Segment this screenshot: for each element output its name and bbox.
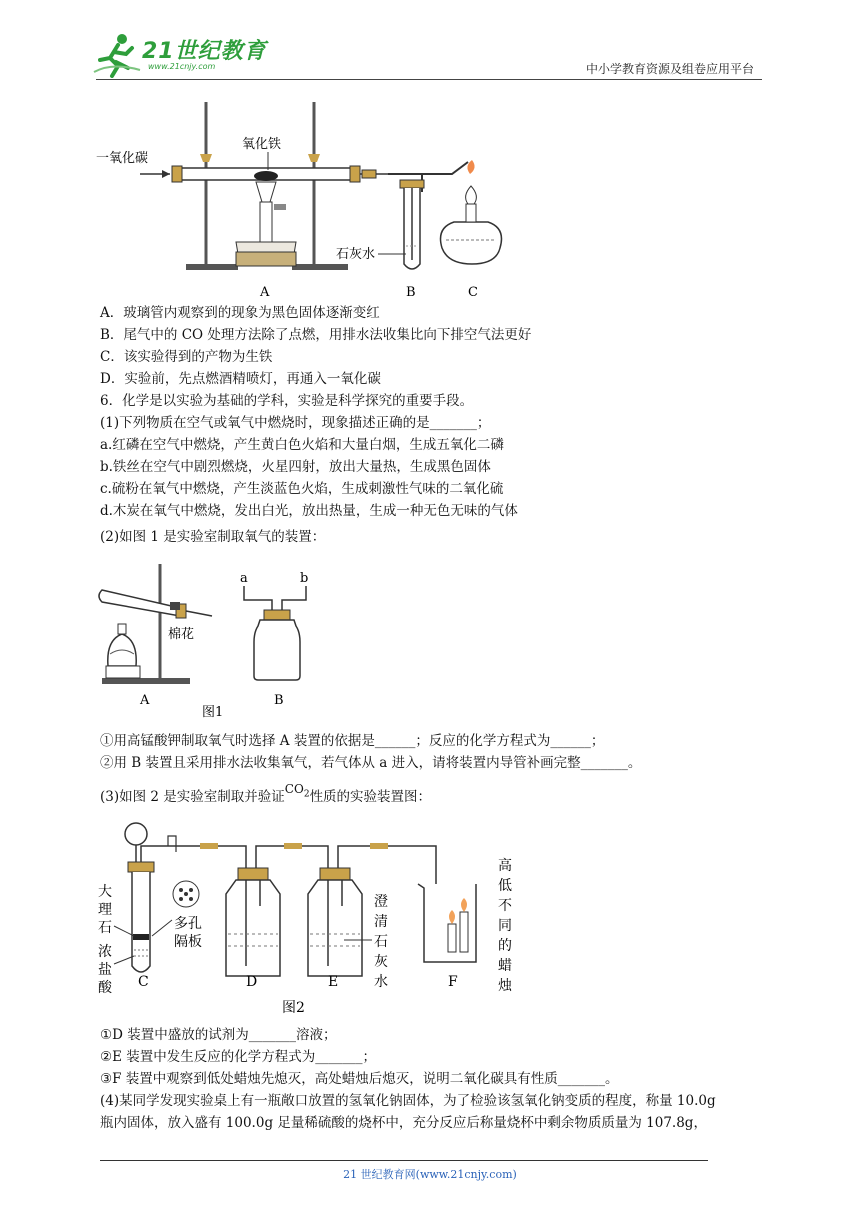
label-a: A	[260, 285, 270, 300]
footer-divider	[100, 1160, 708, 1161]
bottle-d	[226, 880, 280, 976]
q6-stem: 6．化学是以实验为基础的学科，实验是科学探究的重要手段。	[100, 393, 474, 409]
marble-char-2: 理	[98, 902, 112, 918]
co-reduction-figure	[96, 96, 516, 302]
hcl-char-1: 浓	[98, 944, 112, 960]
fig1-caption: 图1	[202, 705, 224, 720]
q5-option-d: D．实验前，先点燃酒精喷灯，再通入一氧化碳	[100, 371, 381, 387]
header-divider	[96, 79, 762, 80]
footer-link[interactable]: 21 世纪教育网(www.21cnjy.com)	[343, 1168, 517, 1181]
q6-part3-question1: ①D 装置中盛放的试剂为_______溶液；	[100, 1027, 337, 1043]
q6-part4-line1: (4)某同学发现实验桌上有一瓶敞口放置的氢氧化钠固体，为了检验该氢氧化钠变质的程度，称量 10.0g	[100, 1093, 716, 1109]
runner-logo-icon	[92, 32, 144, 78]
fig1-label-b: B	[274, 693, 284, 708]
fig1-label-a: A	[140, 693, 150, 708]
limewater-char-4: 灰	[374, 954, 388, 970]
logo-url: www.21cnjy.com	[148, 62, 216, 71]
part3-suffix: 性质的实验装置图：	[309, 789, 432, 805]
label-co: 一氧化碳	[96, 151, 149, 166]
q6-part3-question2: ②E 装置中发生反应的化学方程式为_______；	[100, 1049, 376, 1065]
fig2-label-f: F	[448, 974, 458, 990]
q6-part2: (2)如图 1 是实验室制取氧气的装置：	[100, 529, 326, 545]
plate-line-2: 隔板	[174, 934, 202, 950]
limewater-char-2: 清	[374, 914, 388, 930]
limewater-char-1: 澄	[374, 894, 388, 910]
fig2-caption: 图2	[282, 1000, 305, 1016]
limewater-char-5: 水	[374, 974, 388, 990]
platform-name: 中小学教育资源及组卷应用平台	[585, 62, 754, 76]
q6-part1: (1)下列物质在空气或氧气中燃烧时，现象描述正确的是_______；	[100, 415, 491, 431]
tube-b-label: b	[300, 571, 309, 586]
candles-char-2: 低	[498, 878, 512, 894]
site-logo[interactable]	[92, 32, 267, 78]
marble-char-1: 大	[98, 884, 112, 900]
co2-text: CO	[284, 782, 304, 796]
marble-char-3: 石	[98, 920, 112, 936]
candles-char-6: 蜡	[498, 958, 512, 974]
label-cotton: 棉花	[168, 627, 195, 642]
candles-char-7: 烛	[498, 978, 512, 994]
hcl-char-3: 酸	[98, 980, 112, 996]
q6-part2-question2: ②用 B 装置且采用排水法收集氧气，若气体从 a 进入，请将装置内导管补画完整_______。	[100, 755, 642, 771]
label-limewater: 石灰水	[336, 247, 376, 262]
part3-prefix: (3)如图 2 是实验室制取并验证	[100, 789, 285, 805]
candles-char-3: 不	[498, 898, 512, 914]
iron-oxide-sample	[254, 171, 278, 181]
plate-line-1: 多孔	[174, 916, 202, 932]
co2-formula	[284, 782, 310, 800]
bottle-e	[308, 880, 362, 976]
limewater-char-3: 石	[374, 934, 388, 950]
label-b: B	[406, 285, 416, 300]
candles-char-4: 同	[498, 918, 512, 934]
fig2-label-c: C	[138, 974, 149, 990]
q6-part1-option-a: a.红磷在空气中燃烧，产生黄白色火焰和大量白烟，生成五氧化二磷	[100, 437, 504, 453]
candles-char-1: 高	[498, 858, 512, 874]
hcl-char-2: 盐	[98, 962, 112, 978]
q5-option-b: B．尾气中的 CO 处理方法除了点燃，用排水法收集比向下排空气法更好	[100, 327, 532, 343]
stand-base-right	[292, 264, 348, 270]
q6-part1-option-d: d.木炭在氧气中燃烧，发出白光，放出热量，生成一种无色无味的气体	[100, 503, 518, 519]
q5-option-c: C．该实验得到的产物为生铁	[100, 349, 273, 365]
gas-bottle-b	[254, 620, 300, 680]
alcohol-lamp-c	[441, 222, 502, 264]
test-tube-a	[99, 590, 180, 616]
q6-part3-question3: ③F 装置中观察到低处蜡烛先熄灭，高处蜡烛后熄灭，说明二氧化碳具有性质_______。	[100, 1071, 619, 1087]
candles-char-5: 的	[498, 938, 512, 954]
fig2-label-d: D	[246, 974, 258, 990]
fig2-label-e: E	[328, 974, 339, 990]
q6-part4-line2: 瓶内固体，放入盛有 100.0g 足量稀硫酸的烧杯中，充分反应后称量烧杯中剩余物质质量为 107.8g，	[100, 1115, 707, 1131]
q6-part1-option-b: b.铁丝在空气中剧烈燃烧，火星四射，放出大量热，生成黑色固体	[100, 459, 491, 475]
q6-part2-question1: ①用高锰酸钾制取氧气时选择 A 装置的依据是______；反应的化学方程式为______；	[100, 733, 605, 749]
co2-subscript: 2	[303, 789, 310, 800]
page-header	[0, 0, 860, 82]
figure-1	[96, 556, 326, 726]
q5-option-a: A．玻璃管内观察到的现象为黑色固体逐渐变红	[100, 305, 380, 321]
tube-a-label: a	[240, 571, 248, 586]
q6-part3	[100, 782, 432, 813]
q6-part1-option-c: c.硫粉在氧气中燃烧，产生淡蓝色火焰，生成刺激性气味的二氧化硫	[100, 481, 504, 497]
stand-base-left	[186, 264, 238, 270]
label-fe2o3: 氧化铁	[242, 137, 282, 152]
logo-title: 21世纪教育	[142, 39, 267, 64]
tube-c	[132, 872, 150, 972]
figure-2	[96, 816, 526, 1020]
label-c: C	[468, 285, 478, 300]
